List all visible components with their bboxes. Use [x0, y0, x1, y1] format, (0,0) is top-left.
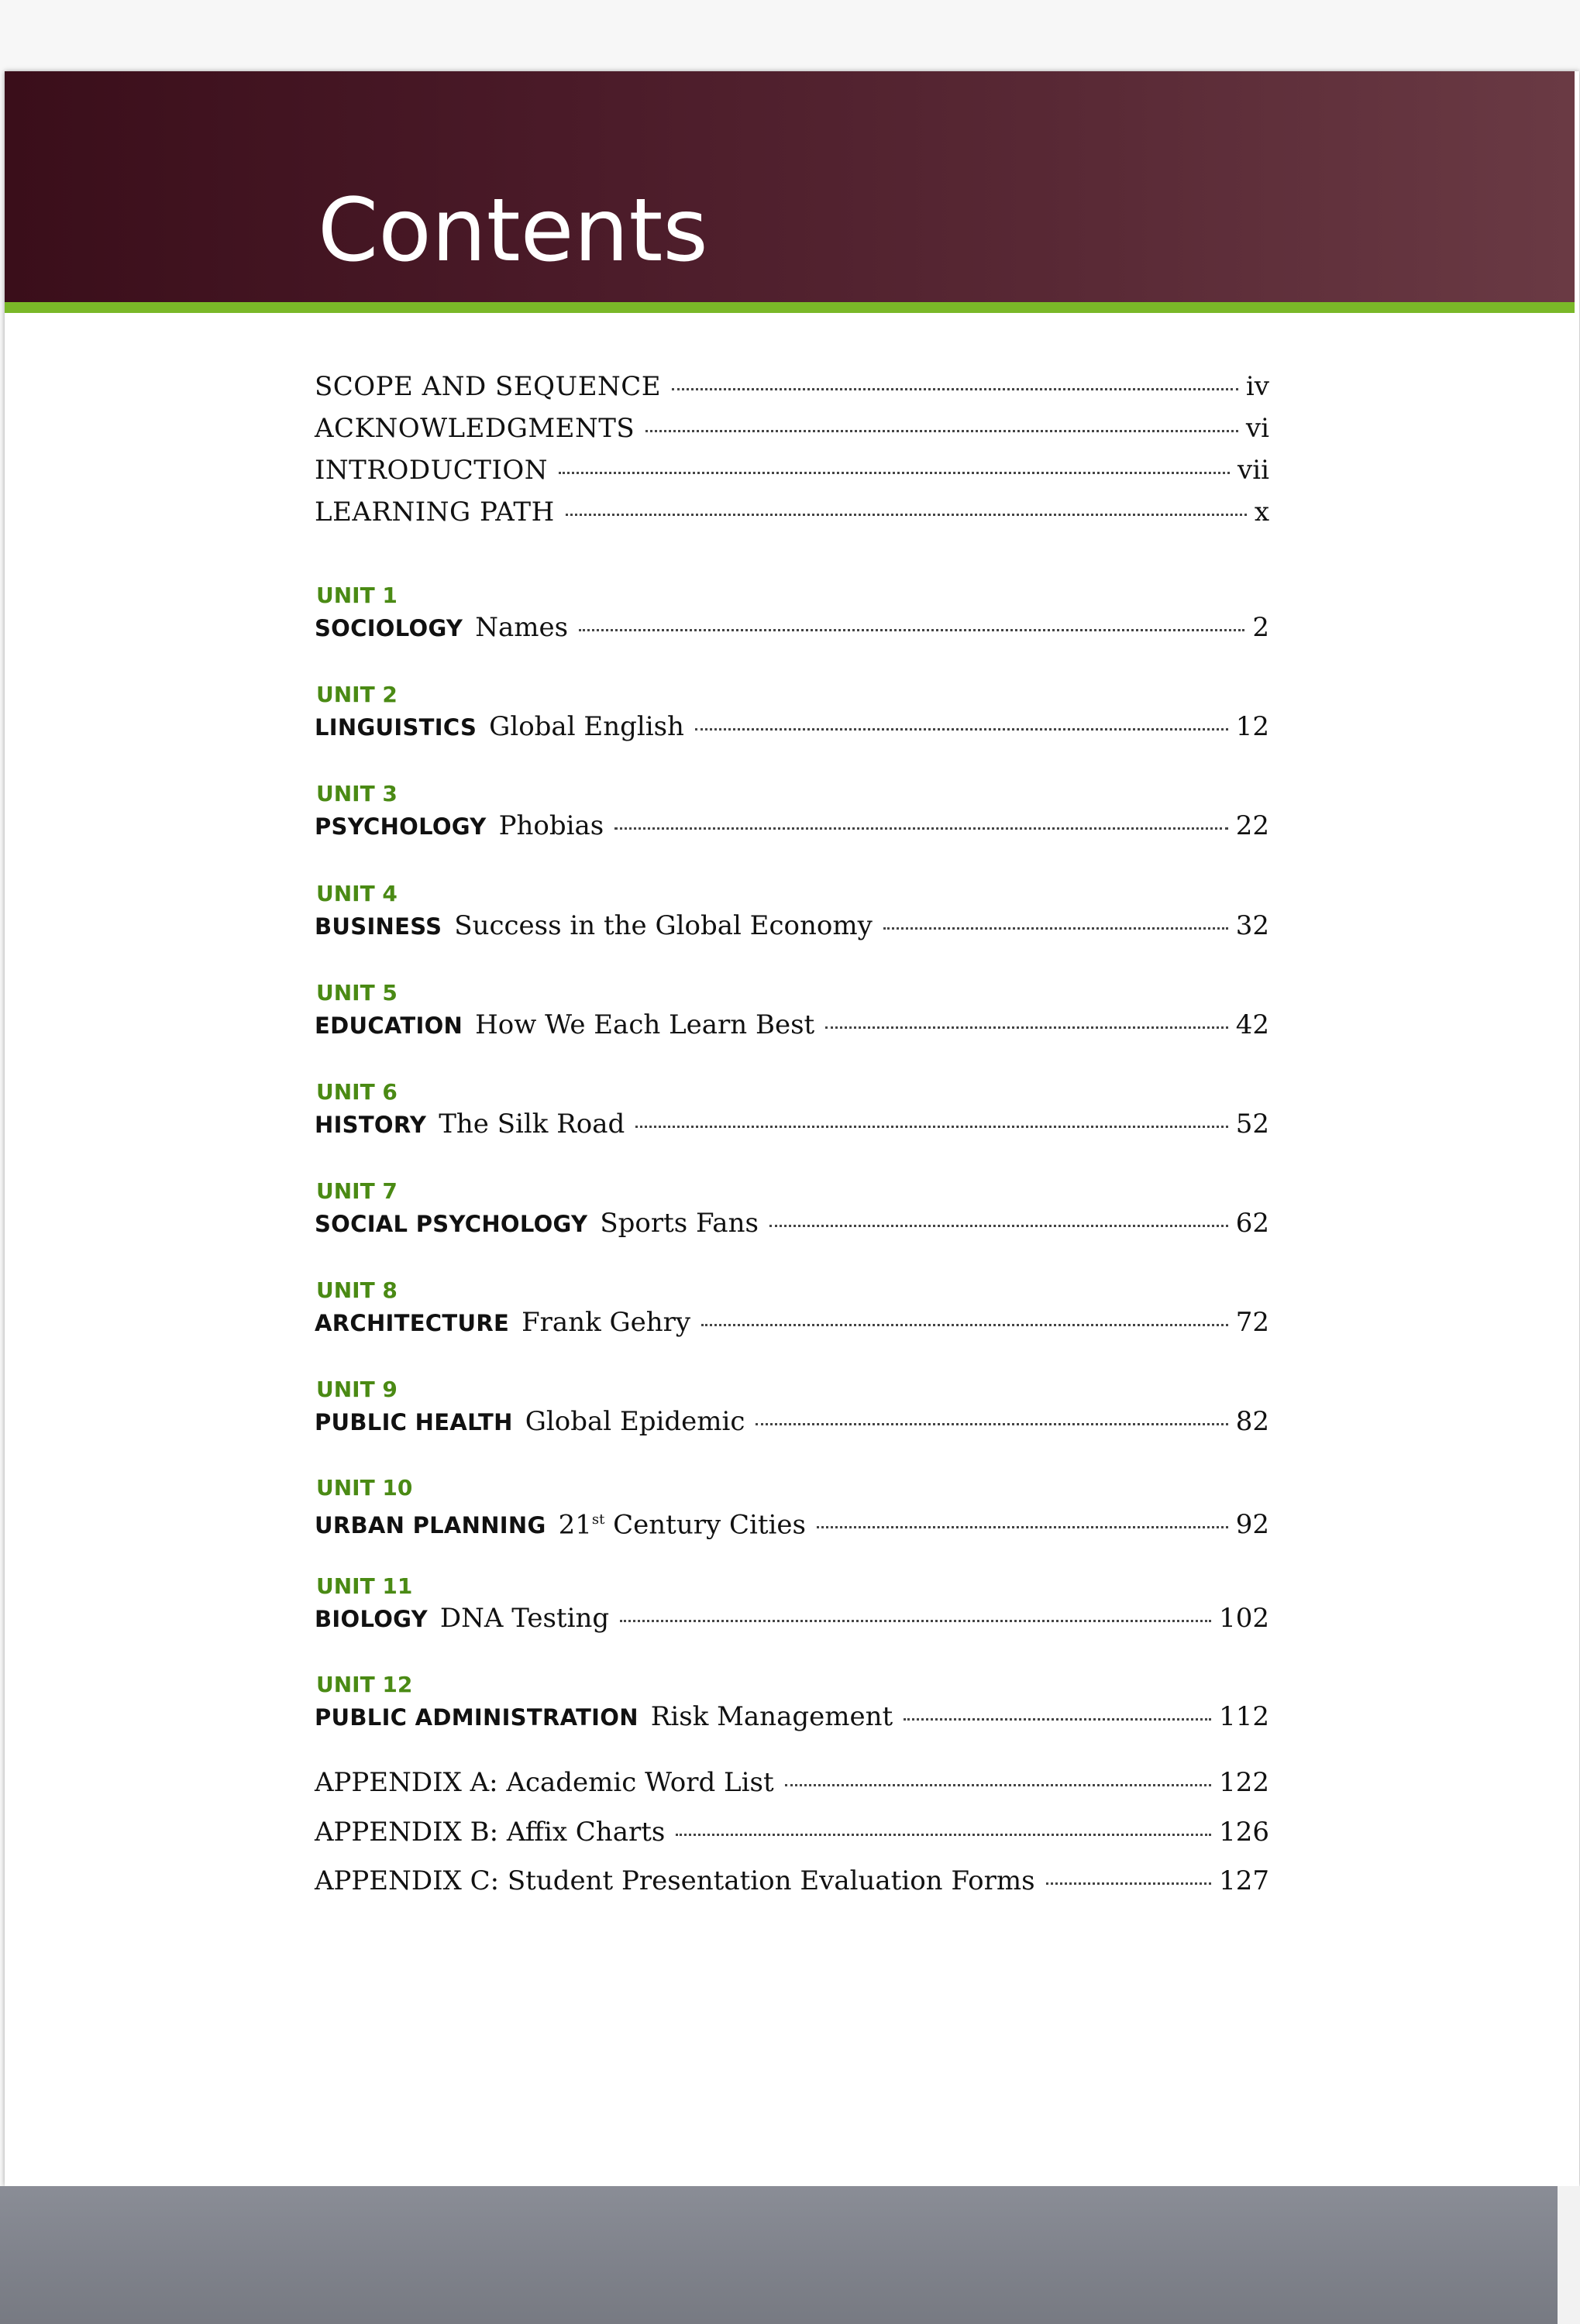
scanner-edge	[1558, 2186, 1580, 2324]
toc-entry[interactable]	[315, 370, 1269, 404]
unit-subject: EDUCATION	[315, 1012, 463, 1039]
entry-label: APPENDIX B: Affix Charts	[315, 1817, 666, 1848]
unit-title: Frank Gehry	[522, 1307, 691, 1338]
unit-number: UNIT 12	[316, 1672, 413, 1697]
dot-leader	[904, 1718, 1211, 1721]
dot-leader	[695, 728, 1228, 731]
toc-entry[interactable]	[315, 1700, 1269, 1734]
dot-leader	[579, 629, 1244, 631]
dot-leader	[645, 430, 1238, 432]
book-page	[5, 71, 1579, 2186]
dot-leader	[756, 1423, 1227, 1425]
entry-label: SCOPE AND SEQUENCE	[315, 371, 662, 402]
header-divider	[5, 302, 1575, 313]
toc-entry[interactable]	[315, 1503, 1269, 1541]
unit-title-prefix: 21	[558, 1509, 592, 1541]
dot-leader	[566, 514, 1247, 516]
unit-title-ordinal: st	[591, 1511, 605, 1528]
unit-title: Century Cities	[613, 1509, 806, 1541]
entry-page: 92	[1235, 1509, 1269, 1541]
unit-subject: SOCIAL PSYCHOLOGY	[315, 1211, 588, 1237]
entry-page: vi	[1245, 413, 1269, 444]
entry-label: ACKNOWLEDGMENTS	[315, 413, 635, 444]
entry-label: APPENDIX C: Student Presentation Evaluation Forms	[315, 1865, 1035, 1896]
unit-title: DNA Testing	[439, 1603, 610, 1634]
entry-page: 52	[1235, 1109, 1269, 1140]
entry-page: vii	[1237, 455, 1269, 486]
dot-leader	[559, 472, 1230, 474]
entry-page: 22	[1235, 810, 1269, 841]
dot-leader	[676, 1834, 1211, 1836]
dot-leader	[672, 388, 1238, 390]
unit-title: Success in the Global Economy	[454, 910, 873, 941]
unit-number: UNIT 8	[316, 1277, 398, 1303]
unit-number: UNIT 6	[316, 1079, 398, 1105]
unit-subject: SOCIOLOGY	[315, 615, 463, 641]
unit-title: Sports Fans	[600, 1208, 759, 1239]
unit-subject: PUBLIC HEALTH	[315, 1409, 513, 1435]
entry-page: 12	[1235, 711, 1269, 742]
entry-page: 72	[1235, 1307, 1269, 1338]
unit-subject: PSYCHOLOGY	[315, 813, 487, 840]
unit-title: How We Each Learn Best	[475, 1009, 815, 1040]
dot-leader	[614, 827, 1228, 830]
dot-leader	[701, 1324, 1228, 1326]
unit-subject: ARCHITECTURE	[315, 1310, 510, 1336]
page-title: Contents	[318, 180, 708, 281]
toc-entry[interactable]	[315, 1404, 1269, 1439]
dot-leader	[1046, 1882, 1212, 1885]
unit-number: UNIT 9	[316, 1377, 398, 1402]
entry-label: APPENDIX A: Academic Word List	[315, 1767, 774, 1798]
dot-leader	[825, 1026, 1228, 1029]
unit-subject: PUBLIC ADMINISTRATION	[315, 1704, 639, 1731]
unit-number: UNIT 3	[316, 781, 398, 806]
unit-subject: LINGUISTICS	[315, 714, 477, 741]
entry-label: LEARNING PATH	[315, 497, 555, 528]
unit-title: Risk Management	[650, 1701, 893, 1732]
entry-page: 127	[1219, 1865, 1269, 1896]
unit-subject: BUSINESS	[315, 913, 442, 940]
toc-entry[interactable]	[315, 1765, 1269, 1800]
toc-entry[interactable]	[315, 1206, 1269, 1240]
unit-title: Phobias	[498, 810, 604, 841]
unit-subject: HISTORY	[315, 1112, 427, 1138]
scanner-background	[0, 2186, 1558, 2324]
unit-number: UNIT 5	[316, 980, 398, 1006]
unit-number: UNIT 10	[316, 1475, 413, 1501]
entry-page: 42	[1235, 1009, 1269, 1040]
unit-subject: URBAN PLANNING	[315, 1512, 546, 1539]
dot-leader	[817, 1526, 1228, 1528]
entry-page: 32	[1235, 910, 1269, 941]
unit-title: The Silk Road	[439, 1109, 625, 1140]
entry-label: INTRODUCTION	[315, 455, 548, 486]
unit-subject: BIOLOGY	[315, 1606, 428, 1632]
entry-page: x	[1254, 497, 1269, 528]
unit-title: Names	[475, 612, 569, 643]
entry-page: 112	[1219, 1701, 1269, 1732]
toc-entry[interactable]	[315, 495, 1269, 529]
dot-leader	[620, 1620, 1211, 1622]
header-band	[5, 71, 1575, 304]
toc-entry[interactable]	[315, 710, 1269, 744]
unit-number: UNIT 4	[316, 881, 398, 906]
dot-leader	[883, 927, 1228, 930]
entry-page: iv	[1245, 371, 1269, 402]
entry-page: 82	[1235, 1406, 1269, 1437]
entry-page: 122	[1219, 1767, 1269, 1798]
toc-entry[interactable]	[315, 1008, 1269, 1042]
dot-leader	[785, 1784, 1211, 1786]
toc-entry[interactable]	[315, 1601, 1269, 1635]
entry-page: 62	[1235, 1208, 1269, 1239]
unit-title: Global Epidemic	[525, 1406, 745, 1437]
toc-entry[interactable]	[315, 453, 1269, 487]
toc-entry[interactable]	[315, 1107, 1269, 1141]
toc-entry[interactable]	[315, 1864, 1269, 1898]
unit-title: Global English	[489, 711, 684, 742]
dot-leader	[635, 1126, 1227, 1128]
entry-page: 102	[1219, 1603, 1269, 1634]
toc-entry[interactable]	[315, 909, 1269, 943]
toc-entry[interactable]	[315, 1815, 1269, 1849]
unit-number: UNIT 7	[316, 1178, 398, 1204]
toc-entry[interactable]	[315, 1305, 1269, 1339]
unit-number: UNIT 2	[316, 682, 398, 707]
toc-entry[interactable]	[315, 610, 1269, 645]
entry-page: 126	[1219, 1817, 1269, 1848]
toc-entry[interactable]	[315, 411, 1269, 445]
unit-number: UNIT 1	[316, 583, 398, 608]
unit-number: UNIT 11	[316, 1573, 413, 1599]
entry-page: 2	[1252, 612, 1269, 643]
dot-leader	[769, 1225, 1228, 1227]
toc-entry[interactable]	[315, 809, 1269, 843]
